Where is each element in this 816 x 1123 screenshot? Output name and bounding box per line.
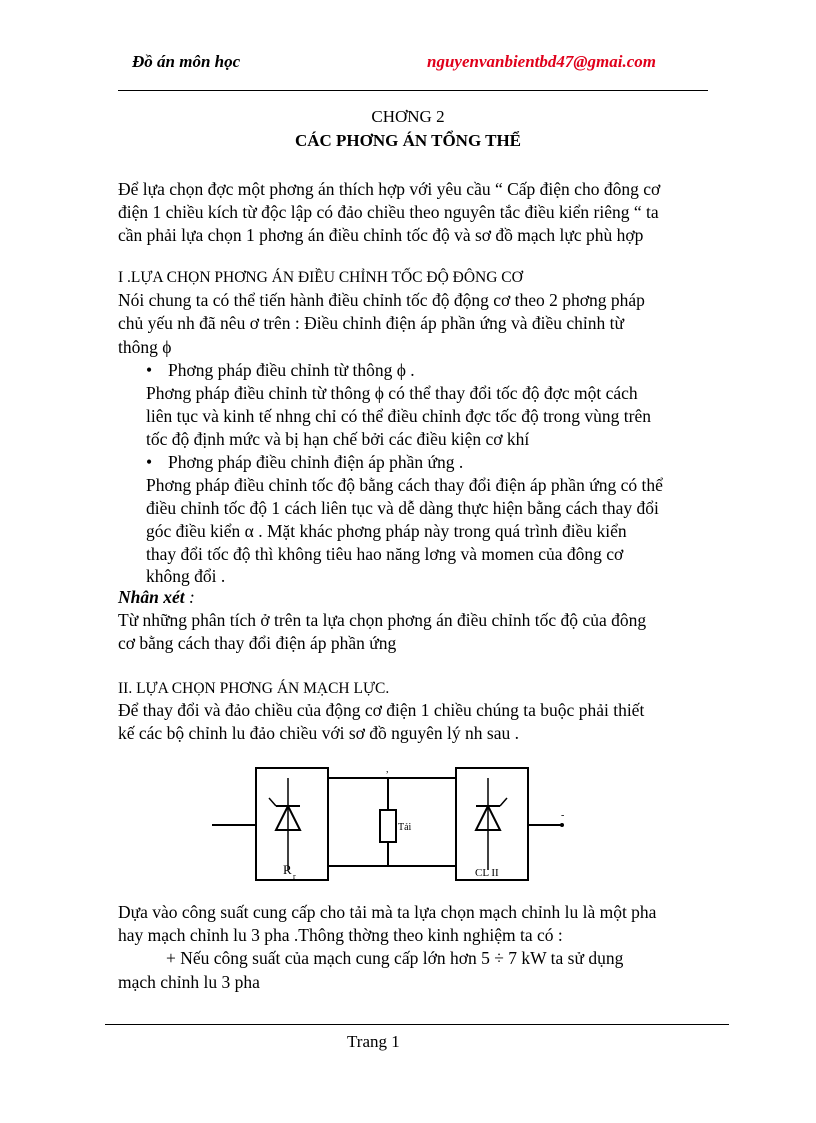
rectifier-left-box bbox=[256, 768, 328, 880]
left-rectifier-label: R bbox=[283, 862, 292, 877]
chapter-title: CÁC PHƠNG ÁN TỔNG THỂ bbox=[294, 131, 522, 150]
circuit-diagram bbox=[200, 758, 580, 888]
header-email: nguyenvanbientbd47@gmai.com bbox=[427, 52, 657, 71]
chapter-number: CHƠNG 2 bbox=[371, 107, 445, 126]
footer-divider bbox=[105, 1024, 729, 1025]
bullet1-line: tốc độ định mức và bị hạn chế bởi các điều kiện cơ khí bbox=[146, 429, 530, 449]
section3-last-line: mạch chỉnh lu 3 pha bbox=[118, 972, 260, 992]
left-rectifier-sub: r bbox=[293, 872, 296, 881]
section1-heading: I .LỰA CHỌN PHƠNG ÁN ĐIỀU CHỈNH TỐC ĐỘ ĐÔNG CƠ bbox=[118, 269, 523, 286]
remark-line: cơ bằng cách thay đổi điện áp phần ứng bbox=[118, 633, 397, 653]
remark-label: Nhân xét bbox=[118, 587, 185, 607]
section1-line: thông ϕ bbox=[118, 337, 172, 357]
header-divider bbox=[118, 90, 708, 91]
section1-line: Nói chung ta có thể tiến hành điều chỉnh tốc độ động cơ theo 2 phơng pháp bbox=[118, 290, 645, 310]
bullet2-line: thay đổi tốc độ thì không tiêu hao năng lơng và momen của đông cơ bbox=[146, 544, 624, 564]
output-terminal bbox=[560, 823, 564, 827]
section3-line: hay mạch chỉnh lu 3 pha .Thông thờng theo kinh nghiệm ta có : bbox=[118, 925, 563, 945]
bullet-icon: • bbox=[146, 452, 153, 472]
remark-line: Từ những phân tích ở trên ta lựa chọn phơng án điều chỉnh tốc độ của đông bbox=[118, 610, 647, 630]
top-mark: , bbox=[386, 764, 389, 775]
bullet2-line: không đổi . bbox=[146, 566, 226, 586]
section3-line: Dựa vào công suất cung cấp cho tải mà ta lựa chọn mạch chỉnh lu là một pha bbox=[118, 902, 657, 922]
bullet1-line: liên tục và kinh tế nhng chỉ có thể điều chỉnh đợc tốc độ trong vùng trên bbox=[146, 406, 651, 426]
bullet-item bbox=[146, 359, 415, 382]
bullet-text: Phơng pháp điều chỉnh từ thông ϕ . bbox=[168, 360, 415, 380]
section3-plus-line: + Nếu công suất của mạch cung cấp lớn hơn 5 ÷ 7 kW ta sử dụng bbox=[166, 948, 624, 968]
intro-line: Để lựa chọn đợc một phơng án thích hợp với yêu cầu “ Cấp điện cho đông cơ bbox=[118, 179, 661, 199]
thyristor-right-icon bbox=[476, 778, 507, 870]
section2-heading: II. LỰA CHỌN PHƠNG ÁN MẠCH LỰC. bbox=[118, 680, 390, 697]
bullet2-line: điều chỉnh tốc độ 1 cách liên tục và dễ dàng thực hiện bằng cách thay đổi bbox=[146, 498, 659, 518]
bullet2-line: Phơng pháp điều chỉnh tốc độ bằng cách thay đổi điện áp phần ứng có thể bbox=[146, 475, 663, 495]
bullet-icon: • bbox=[146, 360, 153, 380]
bullet1-line: Phơng pháp điều chỉnh từ thông ϕ có thể thay đổi tốc độ đợc một cách bbox=[146, 383, 638, 403]
right-rectifier-label: CL II bbox=[475, 867, 499, 879]
bullet2-line: góc điều kiển α . Mặt khác phơng pháp này trong quá trình điều kiển bbox=[146, 521, 627, 541]
rectifier-right-box bbox=[456, 768, 528, 880]
section1-line: chủ yếu nh đã nêu ơ trên : Điều chỉnh điện áp phần ứng và điều chỉnh từ bbox=[118, 313, 624, 333]
bullet-item bbox=[146, 451, 463, 474]
intro-line: cần phải lựa chọn 1 phơng án điều chỉnh tốc độ và sơ đồ mạch lực phù hợp bbox=[118, 225, 644, 245]
load-label: Tải bbox=[398, 822, 412, 833]
thyristor-left-icon bbox=[269, 778, 300, 870]
load-resistor bbox=[380, 810, 396, 842]
right-mark: - bbox=[561, 810, 565, 821]
bullet-text: Phơng pháp điều chỉnh điện áp phần ứng . bbox=[168, 452, 464, 472]
section2-line: Để thay đổi và đảo chiều của động cơ điện 1 chiều chúng ta buộc phải thiết bbox=[118, 700, 645, 720]
remark-colon: : bbox=[184, 587, 195, 607]
remark-heading bbox=[118, 586, 195, 609]
intro-line: điện 1 chiều kích từ độc lập có đảo chiều theo nguyên tắc điều kiển riêng “ ta bbox=[118, 202, 659, 222]
section2-line: kế các bộ chỉnh lu đảo chiều với sơ đồ nguyên lý nh sau . bbox=[118, 723, 519, 743]
header-title: Đồ án môn học bbox=[132, 52, 241, 71]
page-number: Trang 1 bbox=[347, 1032, 400, 1051]
